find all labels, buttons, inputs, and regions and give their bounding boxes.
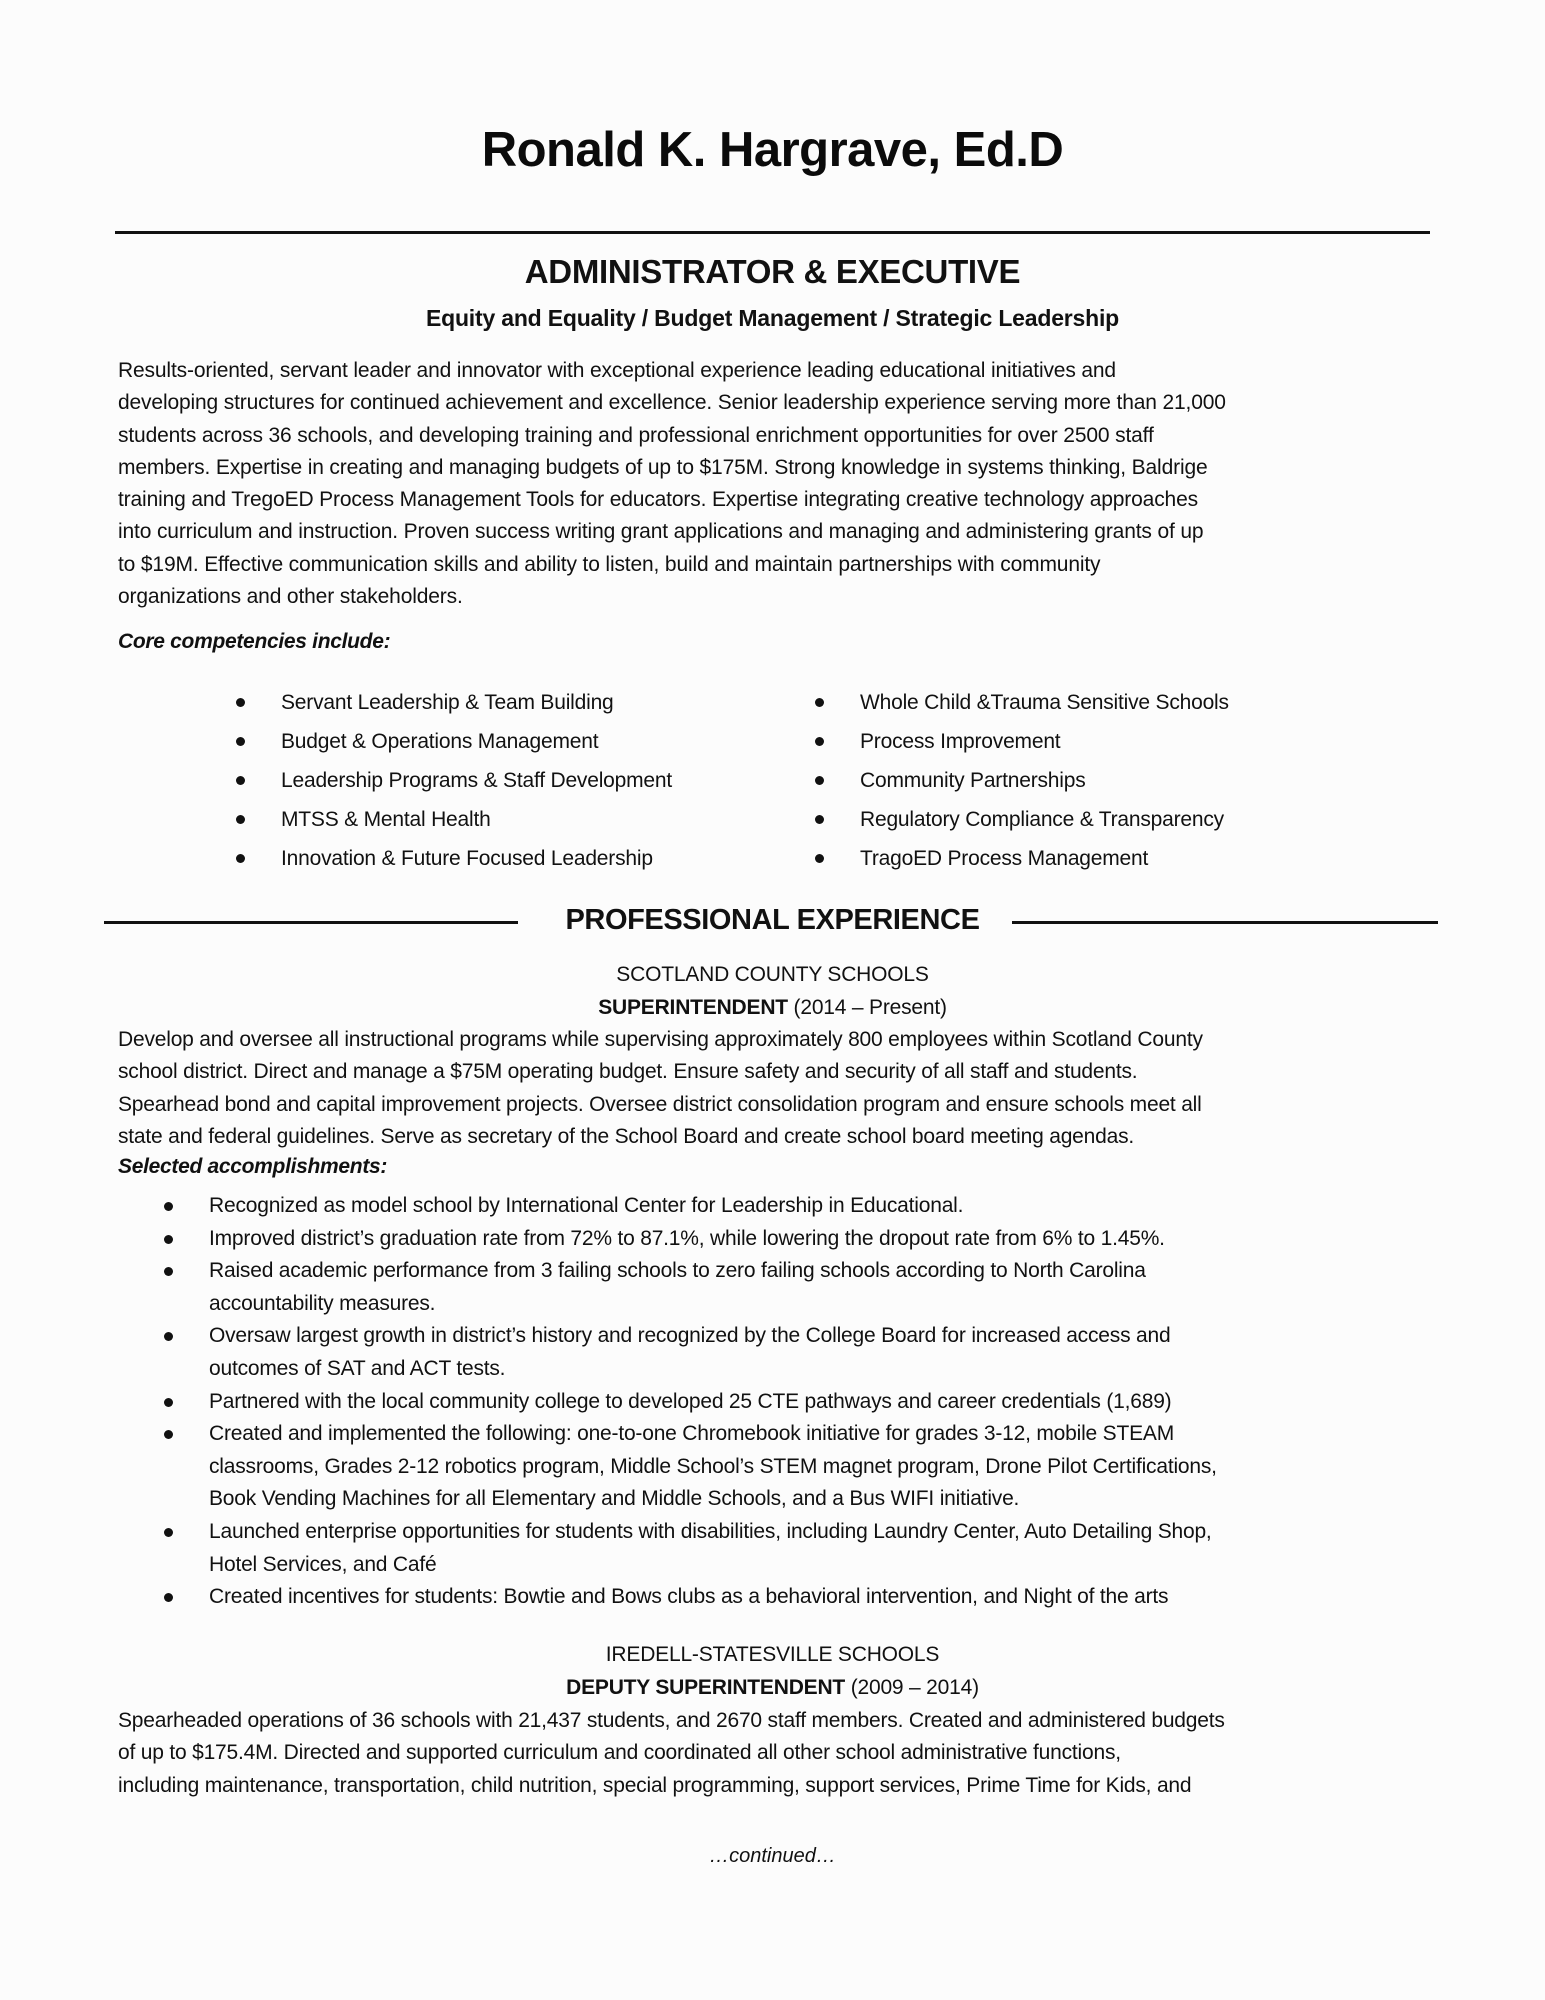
bullet-icon (164, 1593, 173, 1602)
competencies-left-column (236, 683, 672, 878)
competency-item: Leadership Programs & Staff Development (236, 761, 672, 800)
summary-line: members. Expertise in creating and managing budgets of up to $175M. Strong knowledge in systems thinking, Baldrige (118, 455, 1208, 479)
accomplishments-heading: Selected accomplishments: (118, 1155, 388, 1178)
accomplishment-item: Launched enterprise opportunities for students with disabilities, including Laundry Center, Auto Detailing Shop, Hotel Services, and Café (164, 1516, 1217, 1581)
accomplishment-item: Improved district’s graduation rate from 72% to 87.1%, while lowering the dropout rate from 6% to 1.45%. (164, 1223, 1217, 1256)
competency-item: Process Improvement (815, 722, 1229, 761)
professional-subtitle: Equity and Equality / Budget Management / Strategic Leadership (425, 305, 1120, 331)
job-dates: (2009 – 2014) (845, 1676, 979, 1699)
bullet-icon (164, 1202, 173, 1211)
accomplishments-list (164, 1190, 1217, 1614)
accomplishment-item: Oversaw largest growth in district’s history and recognized by the College Board for increased access and outcomes of SAT and ACT tests. (164, 1320, 1217, 1385)
job-dates: (2014 – Present) (787, 996, 947, 1019)
bullet-icon (815, 776, 824, 785)
bullet-icon (236, 854, 245, 863)
description-line: Develop and oversee all instructional programs while supervising approximately 800 employees within Scotland County (118, 1028, 1203, 1051)
summary-line: Results-oriented, servant leader and innovator with exceptional experience leading educational initiatives and (118, 359, 1116, 382)
summary-line: organizations and other stakeholders. (118, 585, 463, 609)
bullet-icon (164, 1398, 173, 1407)
bullet-icon (236, 815, 245, 824)
bullet-icon (164, 1235, 173, 1244)
employer-name: SCOTLAND COUNTY SCHOOLS (616, 963, 929, 986)
description-line: of up to $175.4M. Directed and supported curriculum and coordinated all other school administrative functions, (118, 1741, 1121, 1765)
competency-item: MTSS & Mental Health (236, 800, 672, 839)
description-line: school district. Direct and manage a $75M operating budget. Ensure safety and security of all staff and students. (118, 1060, 1138, 1084)
bullet-icon (815, 854, 824, 863)
summary-line: to $19M. Effective communication skills and ability to listen, build and maintain partnerships with community (118, 552, 1101, 576)
bullet-icon (815, 737, 824, 746)
bullet-icon (236, 698, 245, 707)
job-description (118, 1705, 1448, 1802)
summary-line: students across 36 schools, and developing training and professional enrichment opportunities for over 2500 staff (118, 423, 1154, 447)
summary-line: training and TregoED Process Management Tools for educators. Expertise integrating creative technology approaches (118, 488, 1198, 512)
section-divider-right (1012, 921, 1438, 924)
accomplishment-item: Recognized as model school by International Center for Leadership in Educational. (164, 1190, 1217, 1223)
professional-title: ADMINISTRATOR & EXECUTIVE (524, 253, 1021, 290)
bullet-icon (164, 1332, 173, 1341)
bullet-icon (815, 698, 824, 707)
description-line: including maintenance, transportation, child nutrition, special programming, support services, Prime Time for Kids, and (118, 1773, 1192, 1797)
competencies-right-column (815, 683, 1229, 878)
competencies-heading: Core competencies include: (118, 630, 391, 653)
bullet-icon (236, 776, 245, 785)
summary-line: developing structures for continued achievement and excellence. Senior leadership experience serving more than 21,000 (118, 391, 1226, 415)
competency-item: Community Partnerships (815, 761, 1229, 800)
description-line: state and federal guidelines. Serve as secretary of the School Board and create school board meeting agendas. (118, 1124, 1135, 1148)
competency-item: TragoED Process Management (815, 839, 1229, 878)
candidate-name: Ronald K. Hargrave, Ed.D (481, 123, 1064, 177)
competency-item: Budget & Operations Management (236, 722, 672, 761)
bullet-icon (164, 1528, 173, 1537)
bullet-icon (815, 815, 824, 824)
job-description (118, 1024, 1448, 1153)
description-line: Spearheaded operations of 36 schools with 21,437 students, and 2670 staff members. Created and administered budgets (118, 1709, 1225, 1732)
competency-item: Servant Leadership & Team Building (236, 683, 672, 722)
accomplishment-item: Partnered with the local community college to developed 25 CTE pathways and career credentials (1,689) (164, 1386, 1217, 1419)
description-line: Spearhead bond and capital improvement projects. Oversee district consolidation program and ensure schools meet all (118, 1092, 1202, 1116)
competency-item: Regulatory Compliance & Transparency (815, 800, 1229, 839)
accomplishment-item: Created incentives for students: Bowtie and Bows clubs as a behavioral intervention, and Night of the arts (164, 1581, 1217, 1614)
job-role (0, 1676, 1545, 1700)
bullet-icon (164, 1430, 173, 1439)
job-role (0, 996, 1545, 1020)
employer-name: IREDELL-STATESVILLE SCHOOLS (605, 1643, 940, 1666)
accomplishment-item: Created and implemented the following: one-to-one Chromebook initiative for grades 3-12, mobile STEAM classrooms, Grades 2-12 robotics program, Middle School’s STEM magnet program, Drone Pilot Certifications, Book Vending Machines for all Elementary and Middle Schools, and a Bus WIFI initiative. (164, 1418, 1217, 1516)
competency-item: Innovation & Future Focused Leadership (236, 839, 672, 878)
job-title: SUPERINTENDENT (598, 996, 788, 1019)
bullet-icon (164, 1267, 173, 1276)
job-title: DEPUTY SUPERINTENDENT (566, 1676, 846, 1699)
summary-paragraph (118, 355, 1438, 613)
competency-item: Whole Child &Trauma Sensitive Schools (815, 683, 1229, 722)
accomplishment-item: Raised academic performance from 3 failing schools to zero failing schools according to North Carolina accountability measures. (164, 1255, 1217, 1320)
experience-section-heading: PROFESSIONAL EXPERIENCE (565, 904, 980, 936)
bullet-icon (236, 737, 245, 746)
summary-line: into curriculum and instruction. Proven success writing grant applications and managing and administering grants of up (118, 520, 1204, 544)
continued-note: …continued… (709, 1845, 836, 1867)
header-divider (115, 231, 1430, 234)
